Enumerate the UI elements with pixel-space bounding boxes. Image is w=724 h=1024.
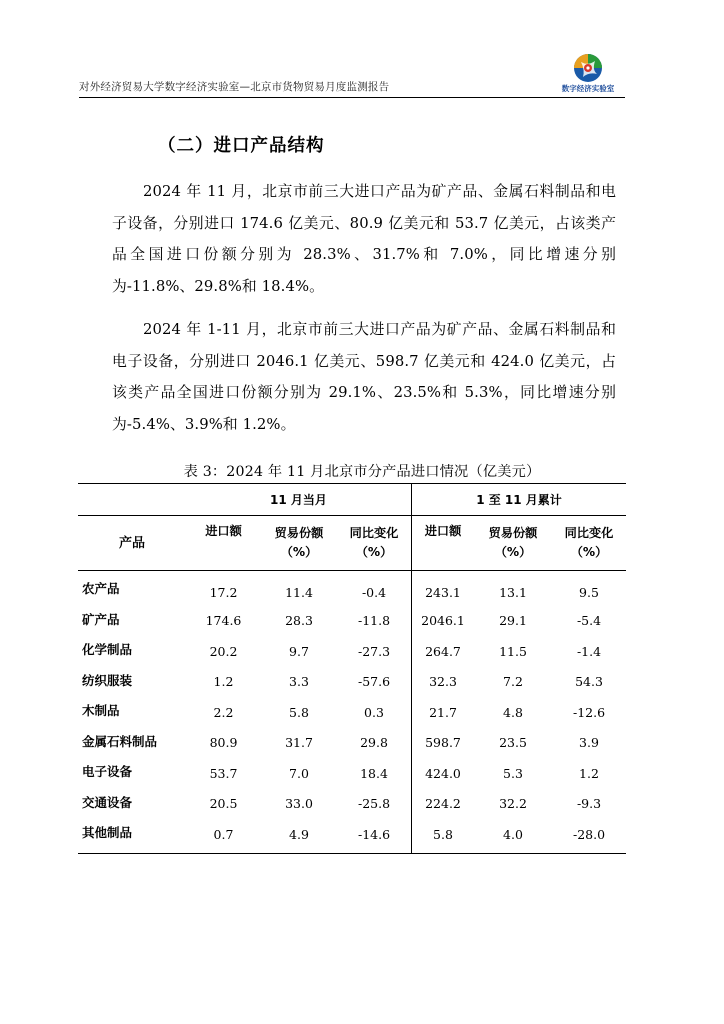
month-import-cell: 1.2 [213,674,234,690]
col-header-month-share-unit: （%） [280,545,318,559]
month-share-cell: 4.9 [261,819,337,853]
month-yoy-cell: -0.4 [361,584,387,600]
table-caption: 表 3：2024 年 11 月北京市分产品进口情况（亿美元） [183,464,541,480]
ytd-import-cell: 243.1 [412,571,475,606]
ytd-share-cell: 4.0 [474,819,552,853]
ytd-yoy-cell: -28.0 [552,819,626,853]
ytd-share-cell: 13.1 [499,584,527,600]
product-name: 化学制品 [82,642,133,657]
product-name: 交通设备 [82,794,133,810]
group-header-ytd: 1 至 11 月累计 [412,484,627,516]
ytd-yoy-cell: -9.3 [576,796,602,812]
col-header-ytd-share-label: 贸易份额 [488,526,538,540]
month-yoy-cell: -27.3 [357,643,391,659]
table-group-header-row [78,484,626,516]
month-share-cell: 28.3 [285,613,313,629]
ytd-import-cell: 424.0 [412,758,475,789]
table-row [78,789,626,820]
ytd-yoy-cell: -1.4 [576,643,602,659]
col-header-ytd-yoy-unit: （%） [570,545,608,559]
col-header-month-import: 进口额 [186,516,261,571]
col-header-ytd-yoy [552,516,626,571]
table-row [78,758,626,789]
col-header-month-yoy-unit: （%） [355,545,393,559]
month-import-cell: 174.6 [205,613,242,629]
col-header-ytd-import: 进口额 [412,516,475,571]
ytd-import-cell: 32.3 [412,667,475,698]
ytd-share-cell: 11.5 [499,643,527,659]
table-row [78,819,626,853]
col-header-product: 产品 [78,516,186,571]
ytd-yoy-cell: 9.5 [579,584,599,600]
ytd-import-cell: 21.7 [412,697,475,728]
ytd-import-cell: 598.7 [412,728,475,759]
header-title: 对外经济贸易大学数字经济实验室—北京市货物贸易月度监测报告 [79,81,390,93]
globe-logo-icon [559,52,617,86]
ytd-import-cell: 224.2 [412,789,475,820]
section-title: （二）进口产品结构 [158,136,325,156]
month-import-cell: 2.2 [213,704,234,720]
paragraph-november: 2024 年 11 月，北京市前三大进口产品为矿产品、金属石料制品和电子设备，分别进口 174.6 亿美元、80.9 亿美元和 53.7 亿美元，占该类产品全国进口份额分别为 28.3%、31.7%和 7.0%，同比增速分别为-11.8%、29.8%和 18.4%。 [112,183,616,295]
table-row [78,606,626,637]
month-yoy-cell: 0.3 [364,704,384,720]
month-yoy-cell: -25.8 [357,796,391,812]
header-rule [79,97,625,98]
month-share-cell: 3.3 [289,674,309,690]
ytd-import-cell: 264.7 [412,636,475,667]
month-share-cell: 31.7 [285,735,313,751]
ytd-import-cell: 5.8 [412,819,475,853]
month-yoy-cell: 18.4 [360,765,388,781]
ytd-share-cell: 4.8 [503,704,523,720]
month-import-cell: 17.2 [209,584,238,600]
col-header-month-share [261,516,337,571]
table-row [78,728,626,759]
ytd-yoy-cell: 3.9 [579,735,599,751]
table-row [78,697,626,728]
table-row [78,667,626,698]
ytd-share-cell: 7.2 [503,674,523,690]
ytd-yoy-cell: -5.4 [576,613,602,629]
table-row [78,636,626,667]
import-table [78,483,626,854]
month-import-cell: 53.7 [209,765,238,781]
month-import-cell: 0.7 [186,819,261,853]
col-header-month-share-label: 贸易份额 [274,526,324,540]
ytd-yoy-cell: 1.2 [579,765,599,781]
month-yoy-cell: -57.6 [357,674,391,690]
group-header-blank [78,484,186,516]
month-share-cell: 11.4 [285,584,313,600]
month-import-cell: 80.9 [209,735,238,751]
ytd-share-cell: 29.1 [499,613,527,629]
col-header-ytd-share-unit: （%） [494,545,532,559]
month-yoy-cell: -14.6 [337,819,412,853]
month-share-cell: 9.7 [289,643,309,659]
month-import-cell: 20.2 [209,643,238,659]
col-header-month-yoy-label: 同比变化 [349,526,399,540]
ytd-import-cell: 2046.1 [412,606,475,637]
table-column-header-row [78,516,626,571]
month-yoy-cell: -11.8 [357,613,391,629]
group-header-month: 11 月当月 [186,484,412,516]
logo-text: 数字经济实验室 [561,84,615,93]
ytd-share-cell: 32.2 [499,796,527,812]
col-header-ytd-share [474,516,552,571]
month-share-cell: 5.8 [289,704,309,720]
month-share-cell: 7.0 [289,765,309,781]
month-import-cell: 20.5 [209,796,238,812]
table-row [78,571,626,606]
month-yoy-cell: 29.8 [360,735,388,751]
product-name: 金属石料制品 [82,733,158,749]
product-name: 木制品 [82,703,120,718]
ytd-share-cell: 5.3 [503,765,523,781]
paragraph-jan-nov: 2024 年 1-11 月，北京市前三大进口产品为矿产品、金属石料制品和电子设备，分别进口 2046.1 亿美元、598.7 亿美元和 424.0 亿美元，占该类产品全国进口份额分别为 29.1%、23.5%和 5.3%，同比增速分别为-5.4%、3.9%和 1.2%。 [112,321,616,433]
product-name: 电子设备 [82,764,133,779]
ytd-yoy-cell: 54.3 [575,674,603,690]
product-name: 农产品 [82,581,120,596]
ytd-yoy-cell: -12.6 [572,704,606,720]
product-name: 纺织服装 [82,672,133,688]
product-name: 其他制品 [78,819,186,853]
ytd-share-cell: 23.5 [499,735,527,751]
col-header-ytd-yoy-label: 同比变化 [564,526,614,540]
page-header [79,52,625,98]
lab-logo [559,52,617,96]
col-header-month-yoy [337,516,412,571]
product-name: 矿产品 [82,611,120,627]
month-share-cell: 33.0 [285,796,313,812]
